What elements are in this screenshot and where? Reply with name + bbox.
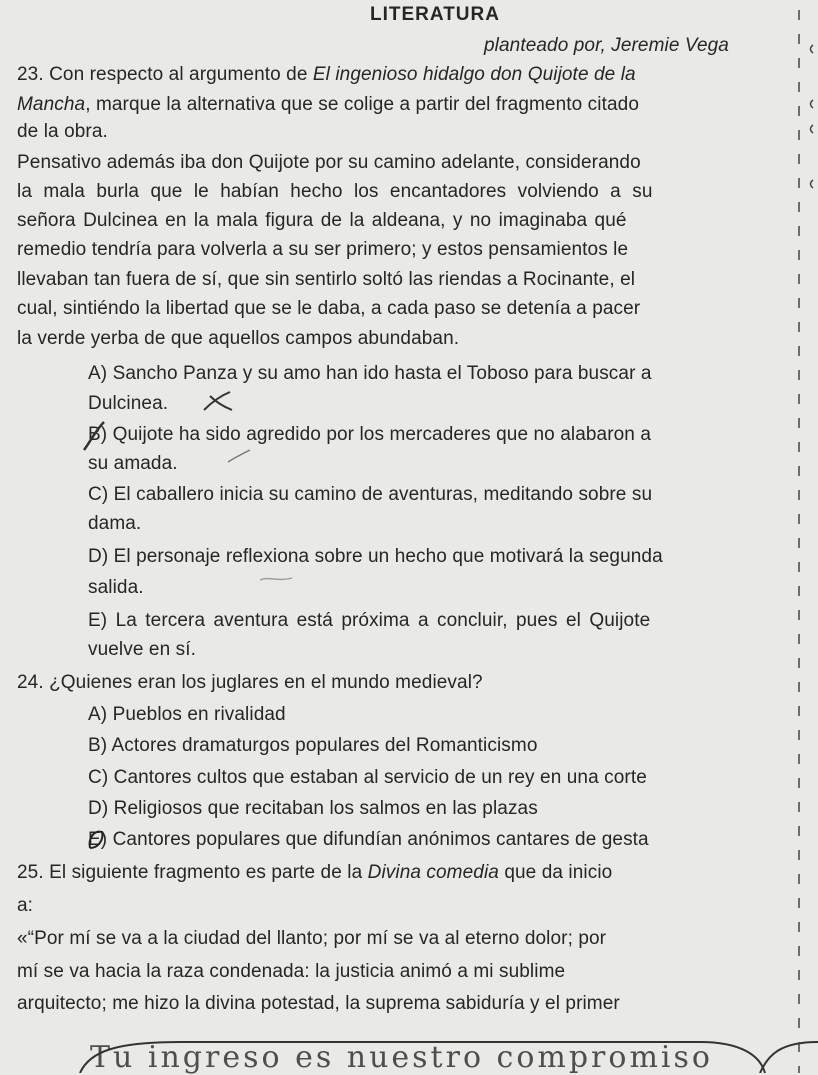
q25-stem-text: 25. El siguiente fragmento es parte de la [17,862,368,883]
binding-margin-marks [785,0,818,1073]
q23-option-b-cont: su amada. [88,453,178,474]
q23-option-a: A) Sancho Panza y su amo han ido hasta el Toboso para buscar a [88,363,652,384]
q23-passage-line: remedio tendría para volverla a su ser primero; y estos pensamientos le [17,239,629,260]
q25-stem-line-2: a: [17,895,34,916]
handwritten-tick-mark [226,448,252,466]
q25-work-title: Divina comedia [367,862,499,883]
handwritten-scribble-mark [258,572,294,590]
footer-slogan: Tu ingreso es nuestro compromiso [90,1040,713,1075]
q23-work-title-cont: Mancha [17,94,86,115]
q23-passage-line: Pensativo además iba don Quijote por su camino adelante, considerando [17,152,641,173]
q23-passage-line: señora Dulcinea en la mala figura de la aldeana, y no imaginaba qué [17,210,627,231]
q23-option-b: B) Quijote ha sido agredido por los mercaderes que no alabaron a [88,424,652,445]
q23-work-title: El ingenioso hidalgo don Quijote de la [312,64,636,85]
q23-stem-text: 23. Con respecto al argumento de [17,64,313,85]
section-title: LITERATURA [370,4,500,25]
q23-passage-line: llevaban tan fuera de sí, que sin sentirlo soltó las riendas a Rocinante, el [17,269,636,290]
q24-option-b: B) Actores dramaturgos populares del Romanticismo [88,735,538,756]
handwritten-x-mark [200,388,236,418]
q25-stem-line-1 [17,861,612,885]
q23-option-c-cont: dama. [88,513,142,534]
q24-option-c: C) Cantores cultos que estaban al servicio de un rey en una corte [88,767,647,788]
q23-option-d: D) El personaje reflexiona sobre un hecho que motivará la segunda [88,546,663,567]
q23-option-e-cont: vuelve en sí. [88,639,196,660]
q23-stem-line-2 [17,93,639,117]
q24-option-e: E) Cantores populares que difundían anónimos cantares de gesta [88,829,649,850]
q24-option-a: A) Pueblos en rivalidad [88,704,286,725]
q24-stem: 24. ¿Quienes eran los juglares en el mundo medieval? [17,672,483,693]
q24-option-d: D) Religiosos que recitaban los salmos en las plazas [88,798,538,819]
q25-stem-text-2: que da inicio [498,862,613,883]
author-credit: planteado por, Jeremie Vega [484,35,729,56]
q23-option-a-cont: Dulcinea. [88,393,169,414]
q23-passage-line: la mala burla que le habían hecho los encantadores volviendo a su [17,181,653,202]
q23-option-d-cont: salida. [88,577,144,598]
q23-stem-line-1 [17,63,636,87]
q23-option-e: E) La tercera aventura está próxima a concluir, pues el Quijote [88,610,651,631]
q25-passage-line: «“Por mí se va a la ciudad del llanto; por mí se va al eterno dolor; por [17,928,607,949]
handwritten-circle-mark [86,828,106,852]
q25-passage-line: arquitecto; me hizo la divina potestad, la suprema sabiduría y el primer [17,993,620,1014]
handwritten-slash-mark [78,420,108,456]
q23-passage-line: cual, sintiéndo la libertad que se le daba, a cada paso se detenía a pacer [17,298,641,319]
q25-passage-line: mí se va hacia la raza condenada: la justicia animó a mi sublime [17,961,566,982]
q23-option-c: C) El caballero inicia su camino de aventuras, meditando sobre su [88,484,653,505]
q23-stem-text-2: , marque la alternativa que se colige a partir del fragmento citado [85,94,639,115]
q23-stem-line-3: de la obra. [17,121,108,142]
q23-passage-line: la verde yerba de que aquellos campos abundaban. [17,328,460,349]
